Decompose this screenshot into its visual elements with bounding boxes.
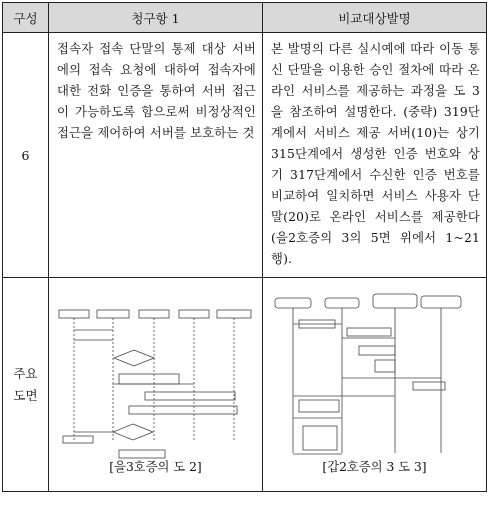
prior-art-text: 본 발명의 다른 실시예에 따라 이동 통신 단말을 이용한 승인 절차에 따라 온라인 서비스를 제공하는 과정을 도 3을 참조하여 설명한다. (중략) 319단계에서 서비스 제공 서버(10)는 상기 315단계에서 생성한 인증 번호와 상기 317단계에서 수신한 인증 번호를 비교하여 일치하면 서비스 사용자 단말(20)로 온라인 서비스를 제공한다(을2호증의 3의 5면 위에서 1~21행).	[263, 33, 487, 278]
header-prior-art: 비교대상발명	[263, 3, 487, 33]
right-figure-caption: [갑2호증의 3 도 3]	[322, 460, 427, 474]
header-component: 구성	[3, 3, 49, 33]
right-figure-cell	[263, 278, 487, 492]
figures-label-line1: 주요	[13, 365, 38, 381]
comparison-table	[2, 2, 487, 492]
claim-text: 접속자 접속 단말의 통제 대상 서버에의 접속 요청에 대하여 접속자에 대한 전화 인증을 통하여 서버 접근이 가능하도록 함으로써 비정상적인 접근을 제어하여 서버를 보호하는 것	[49, 33, 263, 278]
table-row	[3, 33, 487, 278]
figures-row	[3, 278, 487, 492]
left-figure-cell	[49, 278, 263, 492]
figures-label-line2: 도면	[13, 387, 38, 403]
header-row	[3, 3, 487, 33]
row-label: 6	[3, 33, 49, 278]
header-claim: 청구항 1	[49, 3, 263, 33]
figures-label	[3, 278, 49, 492]
left-figure-caption: [을3호증의 도 2]	[109, 460, 202, 474]
